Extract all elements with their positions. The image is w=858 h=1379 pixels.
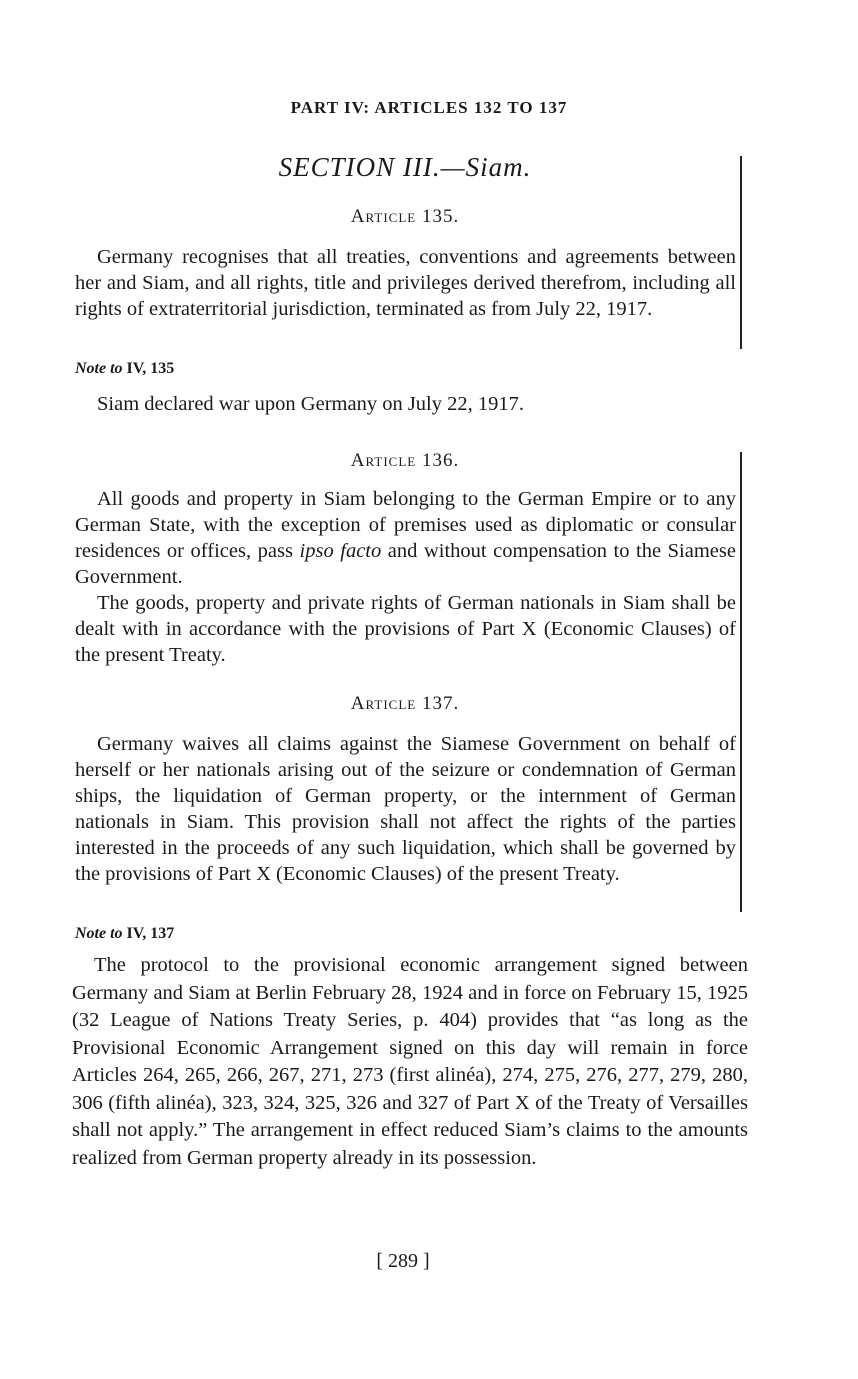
article-136-paragraph-2: The goods, property and private rights of German nationals in Siam shall be dealt with in accordance with the provisions of Part X (Economic Clauses) of the present Treaty. — [75, 592, 736, 666]
article-136-paragraph-1 — [75, 486, 736, 590]
margin-rule-article-135 — [740, 156, 742, 349]
article-136-p1-italic: ipso facto — [299, 540, 382, 562]
page-number: [ 289 ] — [376, 1250, 430, 1272]
margin-rule-articles-136-137 — [740, 452, 742, 912]
note-137-label — [75, 925, 174, 943]
note-137-text: The protocol to the provisional economic arrangement signed between Germany and Siam at Berlin February 28, 1924 and in force on February 15, 1925 (32 League of Nations Treaty Series, p. 404) provides that “as long as the Provisional Economic Arrangement signed on this day will remain in force Articles 264, 265, 266, 267, 271, 273 (first alinéa), 274, 275, 276, 277, 279, 280, 306 (fifth alinéa), 323, 324, 325, 326 and 327 of Part X of the Treaty of Versailles shall not apply.” The arrangement in effect reduced Siam’s claims to the amounts realized from German property already in its possession. — [72, 954, 748, 1169]
article-136-p1-after: and without compensation to the Siamese Government. — [75, 540, 736, 588]
article-137-text: Germany waives all claims against the Siamese Government on behalf of herself or her nationals arising out of the seizure or condemnation of German ships, the liquidation of German property, or the internment of German nationals in Siam. This provision shall not affect the rights of the parties interested in the proceeds of any such liquidation, which shall be governed by the provisions of Part X (Economic Clauses) of the present Treaty. — [75, 733, 736, 885]
article-135-heading: Article 135. — [350, 206, 460, 227]
article-136-p1-before: All goods and property in Siam belonging to the German Empire or to any German State, with the exception of premises used as diplomatic or consular residences or offices, pass — [75, 488, 736, 562]
note-137-label-ref: IV, 137 — [126, 925, 175, 942]
article-135-text: Germany recognises that all treaties, conventions and agreements between her and Siam, and all rights, title and privileges derived therefrom, including all rights of extraterritorial jurisdiction, terminated as from July 22, 1917. — [75, 246, 736, 320]
article-136-heading: Article 136. — [350, 450, 460, 471]
note-135-label-ref: IV, 135 — [126, 360, 175, 377]
section-title: SECTION III.—Siam. — [278, 152, 532, 182]
note-135-label-prefix: Note to — [75, 360, 123, 377]
note-135-text: Siam declared war upon Germany on July 22, 1917. — [97, 393, 524, 415]
article-137-heading: Article 137. — [350, 693, 460, 714]
note-135-label — [75, 360, 174, 378]
note-137-label-prefix: Note to — [75, 925, 123, 942]
running-head: PART IV: ARTICLES 132 TO 137 — [290, 98, 568, 117]
